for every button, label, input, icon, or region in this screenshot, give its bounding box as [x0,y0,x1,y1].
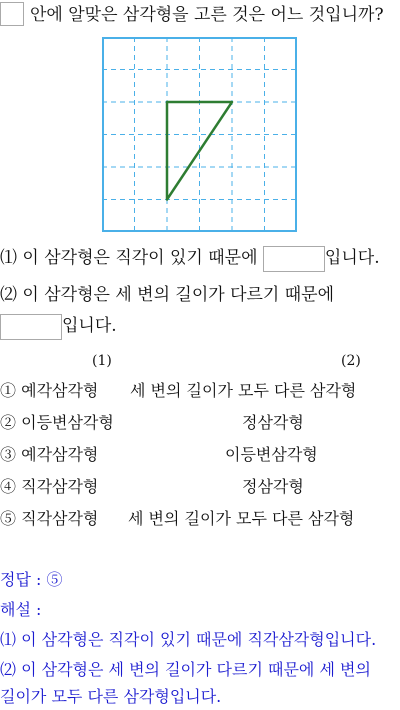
statement-2-line1: ⑵ 이 삼각형은 세 변의 길이가 다르기 때문에 [0,285,335,305]
column-header-2: (2) [341,353,361,369]
option-col2: 이등변삼각형 [225,445,318,464]
question-text: 안에 알맞은 삼각형을 고른 것은 어느 것입니까? [30,5,384,25]
answer-label: 정답 : ⑤ [0,570,63,589]
option-col1: 예각삼각형 [21,445,99,464]
option-col2: 정삼각형 [242,413,304,432]
statement-2-end: 입니다. [62,316,117,336]
explanation-label: 해설 : [0,600,42,619]
option-col2: 정삼각형 [242,477,304,496]
grid-dashes [102,37,297,232]
option-col1: 직각삼각형 [21,477,99,496]
explanation-1: ⑴ 이 삼각형은 직각이 있기 때문에 직각삼각형입니다. [0,630,377,649]
option-col1: 예각삼각형 [21,381,99,400]
option-5[interactable] [0,506,355,532]
option-col2: 세 변의 길이가 모두 다른 삼각형 [128,509,355,528]
statement-1 [0,245,380,272]
option-number: ④ [0,477,17,496]
option-number: ⑤ [0,509,17,528]
option-col1: 직각삼각형 [21,509,99,528]
statement-1-text: ⑴ 이 삼각형은 직각이 있기 때문에 [0,248,258,268]
option-1[interactable] [0,378,357,404]
option-col2: 세 변의 길이가 모두 다른 삼각형 [130,381,357,400]
option-number: ① [0,381,17,400]
question [0,0,384,30]
option-number: ② [0,413,17,432]
option-3[interactable] [0,442,318,468]
statement-1-end: 입니다. [324,248,380,268]
blank-box-icon [0,2,24,26]
blank-box-1 [263,246,325,272]
option-col1: 이등변삼각형 [21,413,114,432]
option-2[interactable] [0,410,304,436]
grid-figure [102,37,297,232]
blank-box-2 [0,314,62,340]
explanation-2-line1: ⑵ 이 삼각형은 세 변의 길이가 다르기 때문에 세 변의 [0,660,371,679]
explanation-2-line2: 길이가 모두 다른 삼각형입니다. [0,687,222,706]
statement-2-line2 [0,313,117,340]
option-4[interactable] [0,474,304,500]
column-header-1: (1) [92,353,112,369]
option-number: ③ [0,445,17,464]
